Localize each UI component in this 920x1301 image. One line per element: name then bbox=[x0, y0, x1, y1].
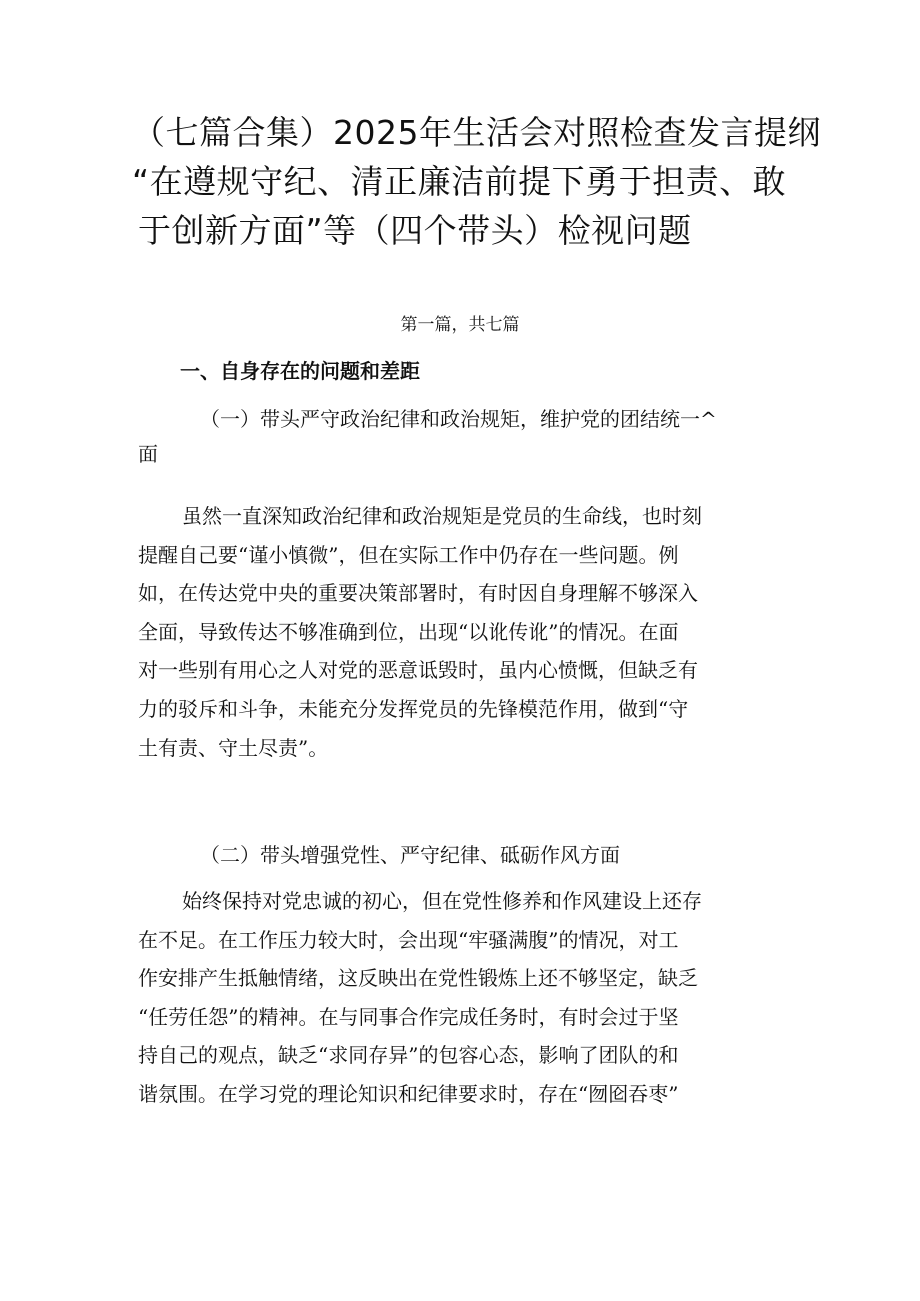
title-line: 于创新方面”等（四个带头）检视问题 bbox=[138, 211, 692, 250]
text-line: 面 bbox=[138, 441, 158, 466]
text-line: 作安排产生抵触情绪，这反映出在党性锻炼上还不够坚定，缺乏 bbox=[138, 966, 698, 991]
text-line: 全面，导致传达不够准确到位，出现“以讹传讹”的情况。在面 bbox=[138, 619, 679, 644]
text-line: 在不足。在工作压力较大时，会出现“牢骚满腹”的情况，对工 bbox=[138, 927, 679, 952]
text-line: （二）带头增强党性、严守纪律、砥砺作风方面 bbox=[200, 843, 620, 867]
title-line: （七篇合集）2025年生活会对照检查发言提纲 bbox=[132, 113, 821, 152]
title-line: “在遵规守纪、清正廉洁前提下勇于担责、敢 bbox=[132, 162, 787, 201]
text-line: 力的驳斥和斗争，未能充分发挥党员的先锋模范作用，做到“守 bbox=[138, 696, 689, 721]
text-line: （一）带头严守政治纪律和政治规矩，维护党的团结统一^ bbox=[200, 407, 717, 431]
text-line: 始终保持对党忠诚的初心，但在党性修养和作风建设上还存 bbox=[182, 889, 702, 913]
text-line: 如，在传达党中央的重要决策部署时，有时因自身理解不够深入 bbox=[138, 581, 698, 606]
text-line: 土有责、守土尽责”。 bbox=[138, 735, 329, 760]
paragraph-1 bbox=[138, 497, 788, 767]
text-line: 谐氛围。在学习党的理论知识和纪律要求时，存在“囫囵吞枣” bbox=[138, 1081, 679, 1106]
text-line: 持自己的观点，缺乏“求同存异”的包容心态，影响了团队的和 bbox=[138, 1043, 679, 1068]
text-line: “任劳任怨”的精神。在与同事合作完成任务时，有时会过于坚 bbox=[138, 1004, 679, 1029]
text-line: 对一些别有用心之人对党的恶意诋毁时，虽内心愤慨，但缺乏有 bbox=[138, 658, 698, 683]
section-heading: 一、自身存在的问题和差距 bbox=[180, 359, 420, 383]
text-line: 提醒自己要“谨小慎微”，但在实际工作中仍存在一些问题。例 bbox=[138, 542, 679, 567]
text-line: 虽然一直深知政治纪律和政治规矩是党员的生命线，也时刻 bbox=[182, 504, 702, 528]
paragraph-2 bbox=[138, 882, 788, 1114]
subsection-heading-2 bbox=[138, 836, 788, 875]
document-title bbox=[132, 108, 821, 255]
part-indicator: 第一篇，共七篇 bbox=[400, 315, 520, 335]
subsection-heading-1 bbox=[138, 400, 788, 473]
